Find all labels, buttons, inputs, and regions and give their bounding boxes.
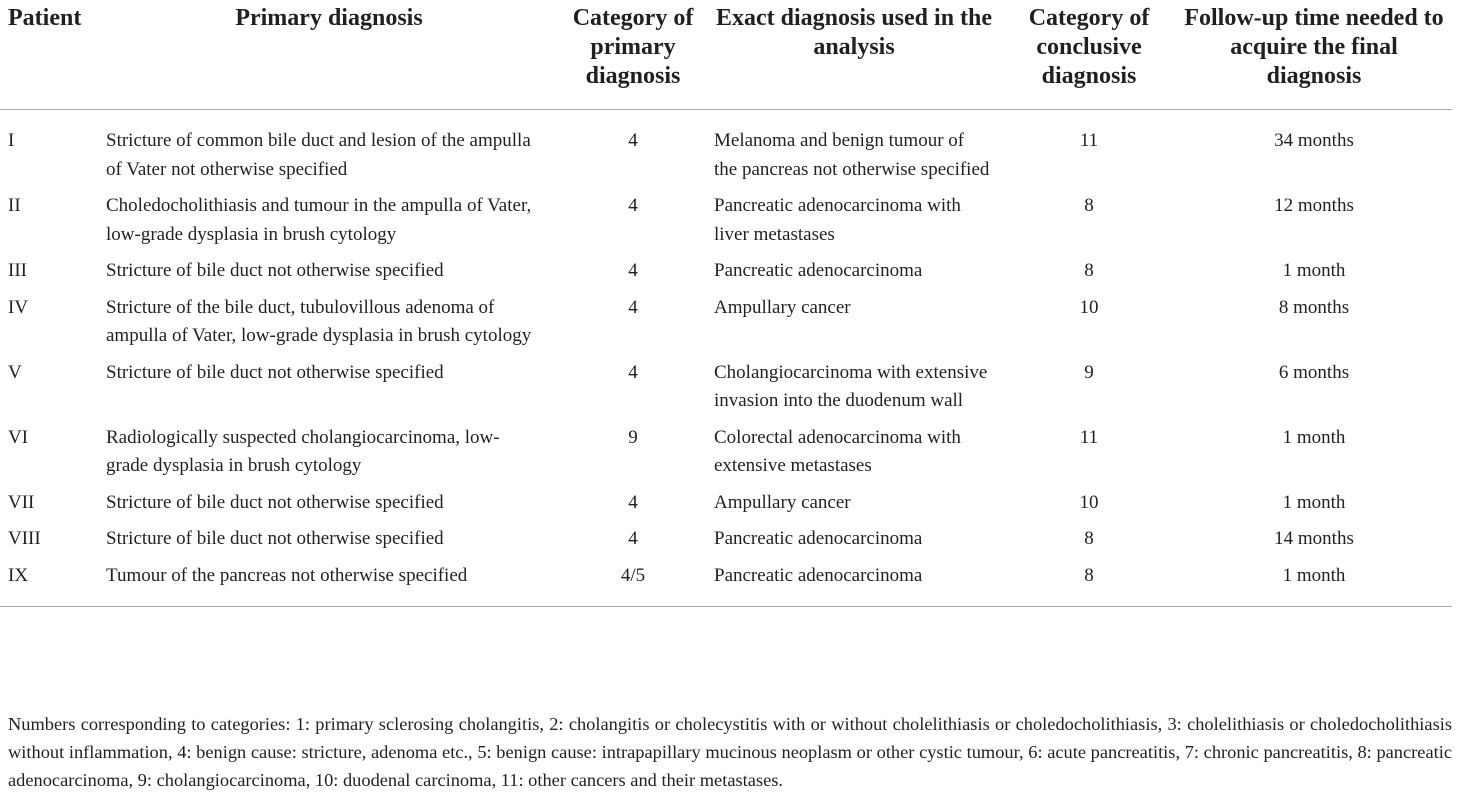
cell-category-conclusive: 8 <box>1084 260 1094 281</box>
header-patient: Patient <box>0 0 98 110</box>
cell-patient: V <box>8 361 22 383</box>
header-primary-diagnosis: Primary diagnosis <box>98 0 560 110</box>
cell-follow-up-time: 12 months <box>1274 195 1354 216</box>
cell-patient: III <box>8 260 27 281</box>
cell-exact-diagnosis: Pancreatic adenocarcinoma with liver metastases <box>714 195 961 245</box>
cell-category-conclusive: 10 <box>1079 491 1099 513</box>
cell-category-conclusive: 11 <box>1079 130 1099 151</box>
table-row <box>0 359 1452 424</box>
cell-follow-up-time: 1 month <box>1176 562 1452 607</box>
cell-patient: VI <box>8 426 29 448</box>
header-category-primary: Category of primary diagnosis <box>560 0 706 110</box>
table-footnote: Numbers corresponding to categories: 1: primary sclerosing cholangitis, 2: cholangitis or cholecystitis with or without cholelithiasis or choledocholithiasis, 3: cholelithiasis or choledocholithiasis without inflammation, 4: benign cause: stricture, adenoma etc., 5: benign cause: intrapapillary mucinous neoplasm or other cystic tumour, 6: acute pancreatitis, 7: chronic pancreatitis, 8: pancreatic adenocarcinoma, 9: cholangiocarcinoma, 10: duodenal carcinoma, 11: other cancers and their metastases. <box>8 714 1452 790</box>
cell-primary-diagnosis: Tumour of the pancreas not otherwise specified <box>98 562 560 607</box>
table-row <box>0 424 1452 489</box>
table-header <box>0 0 1452 110</box>
cell-category-primary: 9 <box>628 426 638 448</box>
cell-category-primary: 4 <box>628 195 638 216</box>
cell-patient: II <box>8 195 21 216</box>
cell-follow-up-time: 14 months <box>1274 528 1354 549</box>
header-row <box>0 0 1452 110</box>
cell-exact-diagnosis: Pancreatic adenocarcinoma <box>714 260 923 281</box>
cell-follow-up-time: 1 month <box>1282 491 1346 513</box>
table-row <box>0 110 1452 193</box>
cell-follow-up-time: 1 month <box>1282 260 1346 281</box>
cell-exact-diagnosis: Ampullary cancer <box>714 296 851 318</box>
cell-primary-diagnosis: Choledocholithiasis and tumour in the ampulla of Vater, low-grade dysplasia in brush cytology <box>106 195 532 245</box>
cell-category-conclusive: 8 <box>1084 528 1094 549</box>
cell-exact-diagnosis: Cholangiocarcinoma with extensive invasion into the duodenum wall <box>714 361 988 411</box>
cell-primary-diagnosis: Stricture of bile duct not otherwise specified <box>106 361 444 383</box>
cell-exact-diagnosis: Colorectal adenocarcinoma with extensive metastases <box>714 426 961 476</box>
cell-exact-diagnosis: Pancreatic adenocarcinoma <box>714 528 923 549</box>
cell-patient: IV <box>8 296 29 318</box>
cell-exact-diagnosis: Melanoma and benign tumour of the pancreas not otherwise specified <box>714 130 990 180</box>
table-row <box>0 489 1452 526</box>
cell-primary-diagnosis: Stricture of the bile duct, tubulovillous adenoma of ampulla of Vater, low-grade dysplasia in brush cytology <box>106 296 532 346</box>
cell-follow-up-time: 1 month <box>1282 426 1346 448</box>
table-row <box>0 257 1452 294</box>
cell-category-conclusive: 9 <box>1084 361 1094 383</box>
cell-exact-diagnosis: Ampullary cancer <box>714 491 851 513</box>
cell-patient: I <box>8 130 15 151</box>
cell-primary-diagnosis: Stricture of bile duct not otherwise specified <box>106 260 444 281</box>
cell-category-conclusive: 8 <box>1084 195 1094 216</box>
table-body <box>0 110 1452 607</box>
cell-category-primary: 4 <box>628 296 638 318</box>
cell-patient: VII <box>8 491 35 513</box>
cell-primary-diagnosis: Stricture of bile duct not otherwise specified <box>106 528 444 549</box>
cell-patient: VIII <box>8 528 41 549</box>
header-exact-diagnosis: Exact diagnosis used in the analysis <box>706 0 1002 110</box>
cell-follow-up-time: 8 months <box>1278 296 1350 318</box>
cell-category-conclusive: 8 <box>1002 562 1176 607</box>
cell-patient: IX <box>0 562 98 607</box>
header-category-conclusive: Category of conclusive diagnosis <box>1002 0 1176 110</box>
cell-category-primary: 4 <box>628 491 638 513</box>
table-row <box>0 562 1452 607</box>
cell-follow-up-time: 6 months <box>1278 361 1350 383</box>
cell-category-conclusive: 10 <box>1079 296 1099 318</box>
cell-primary-diagnosis: Radiologically suspected cholangiocarcinoma, low-grade dysplasia in brush cytology <box>106 426 500 476</box>
table-row <box>0 192 1452 257</box>
table-row <box>0 294 1452 359</box>
header-follow-up-time: Follow-up time needed to acquire the final diagnosis <box>1176 0 1452 110</box>
cell-category-primary: 4/5 <box>560 562 706 607</box>
table-row <box>0 525 1452 562</box>
cell-primary-diagnosis: Stricture of bile duct not otherwise specified <box>106 491 444 513</box>
cell-follow-up-time: 34 months <box>1274 130 1354 151</box>
cell-category-primary: 4 <box>628 130 638 151</box>
cell-category-conclusive: 11 <box>1079 426 1099 448</box>
cell-category-primary: 4 <box>628 361 638 383</box>
cell-primary-diagnosis: Stricture of common bile duct and lesion of the ampulla of Vater not otherwise specified <box>106 130 531 180</box>
cell-category-primary: 4 <box>628 260 638 281</box>
cell-exact-diagnosis: Pancreatic adenocarcinoma <box>706 562 1002 607</box>
cell-category-primary: 4 <box>628 528 638 549</box>
